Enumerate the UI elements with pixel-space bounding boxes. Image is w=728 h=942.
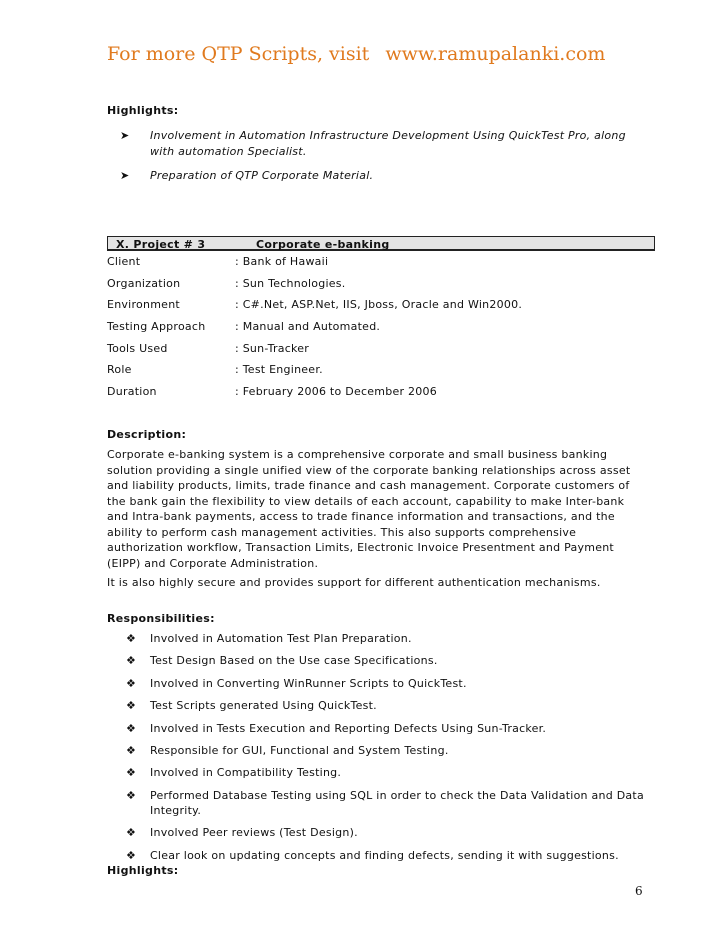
header-prefix: For more QTP Scripts, visit [107, 43, 370, 65]
page-number: 6 [635, 884, 643, 898]
diamond-bullet-icon: ❖ [126, 766, 137, 780]
info-label: Duration [107, 385, 157, 399]
diamond-bullet-icon: ❖ [126, 788, 137, 802]
info-row-testing-approach [107, 318, 647, 340]
highlight-text: Preparation of QTP Corporate Material. [150, 169, 374, 182]
diamond-bullet-icon: ❖ [126, 848, 137, 862]
info-label: Tools Used [107, 341, 168, 355]
list-item [126, 676, 646, 691]
info-value: : Sun Technologies. [235, 276, 346, 290]
info-value: : C#.Net, ASP.Net, IIS, Jboss, Oracle and Win2000. [235, 298, 523, 312]
list-item [126, 765, 646, 780]
description-paragraph-2: It is also highly secure and provides support for different authentication mechanisms. [107, 576, 601, 589]
responsibility-text: Performed Database Testing using SQL in order to check the Data Validation and Data Integrity. [150, 788, 644, 817]
info-row-tools-used [107, 340, 647, 362]
info-value: : February 2006 to December 2006 [235, 385, 438, 399]
responsibility-text: Involved in Tests Execution and Reporting Defects Using Sun-Tracker. [150, 721, 547, 735]
responsibility-text: Involved Peer reviews (Test Design). [150, 826, 358, 840]
highlights-heading: Highlights: [107, 104, 179, 117]
responsibility-text: Responsible for GUI, Functional and System Testing. [150, 743, 449, 757]
responsibility-text: Test Design Based on the Use case Specifications. [150, 654, 438, 668]
info-label: Testing Approach [107, 320, 206, 334]
diamond-bullet-icon: ❖ [126, 721, 137, 735]
diamond-bullet-icon: ❖ [126, 632, 137, 645]
header-url-link[interactable]: www.ramupalanki.com [385, 43, 606, 65]
list-item [126, 743, 646, 758]
responsibility-text: Involved in Converting WinRunner Scripts to QuickTest. [150, 676, 467, 690]
info-row-duration [107, 383, 647, 405]
diamond-bullet-icon: ❖ [126, 654, 137, 668]
description-section [107, 447, 647, 591]
info-row-environment [107, 296, 647, 318]
arrow-bullet-icon: ➤ [120, 169, 130, 182]
diamond-bullet-icon: ❖ [126, 699, 137, 713]
project-number: X. Project # 3 [116, 238, 206, 251]
info-row-role [107, 361, 647, 383]
diamond-bullet-icon: ❖ [126, 743, 137, 757]
responsibilities-list [126, 631, 646, 870]
project-info-table [107, 253, 647, 405]
info-value: : Sun-Tracker [235, 341, 310, 355]
list-item [126, 721, 646, 736]
highlights-list [120, 128, 640, 192]
info-label: Organization [107, 276, 181, 290]
diamond-bullet-icon: ❖ [126, 826, 137, 840]
responsibility-text: Involved in Automation Test Plan Preparation. [150, 632, 412, 645]
info-value: : Test Engineer. [235, 363, 323, 377]
highlights-heading-bottom: Highlights: [107, 864, 179, 877]
diamond-bullet-icon: ❖ [126, 676, 137, 690]
highlight-item [120, 168, 640, 184]
highlight-text: Involvement in Automation Infrastructure Development Using QuickTest Pro, along with automation Specialist. [150, 129, 626, 158]
info-label: Role [107, 363, 132, 377]
responsibility-text: Clear look on updating concepts and finding defects, sending it with suggestions. [150, 848, 619, 862]
arrow-bullet-icon: ➤ [120, 129, 130, 142]
list-item [126, 848, 646, 863]
list-item [126, 698, 646, 713]
responsibilities-heading: Responsibilities: [107, 612, 215, 625]
description-heading: Description: [107, 428, 187, 441]
description-paragraph: Corporate e-banking system is a comprehensive corporate and small business banking solution providing a single unified view of the corporate banking relationships across asset and liability products, limits, trade finance and cash management. Corporate customers of the bank gain the flexibility to view details of each account, capability to make Inter-bank and Intra-bank payments, access to trade finance information and transactions, and the ability to perform cash management activities. This also supports comprehensive authorization workflow, Transaction Limits, Electronic Invoice Presentment and Payment (EIPP) and Corporate Administration. [107, 448, 631, 570]
highlight-item [120, 128, 640, 160]
list-item [126, 825, 646, 840]
info-value: : Manual and Automated. [235, 320, 381, 334]
list-item [126, 631, 646, 646]
info-label: Environment [107, 298, 180, 312]
info-label: Client [107, 255, 141, 268]
responsibility-text: Involved in Compatibility Testing. [150, 766, 342, 780]
info-row-organization [107, 275, 647, 297]
page-header [107, 43, 605, 65]
list-item [126, 788, 646, 818]
list-item [126, 653, 646, 668]
responsibility-text: Test Scripts generated Using QuickTest. [150, 699, 377, 713]
info-value: : Bank of Hawaii [235, 255, 329, 268]
info-row-client [107, 253, 647, 275]
project-title-bar [107, 236, 655, 251]
project-title: Corporate e-banking [256, 238, 390, 251]
